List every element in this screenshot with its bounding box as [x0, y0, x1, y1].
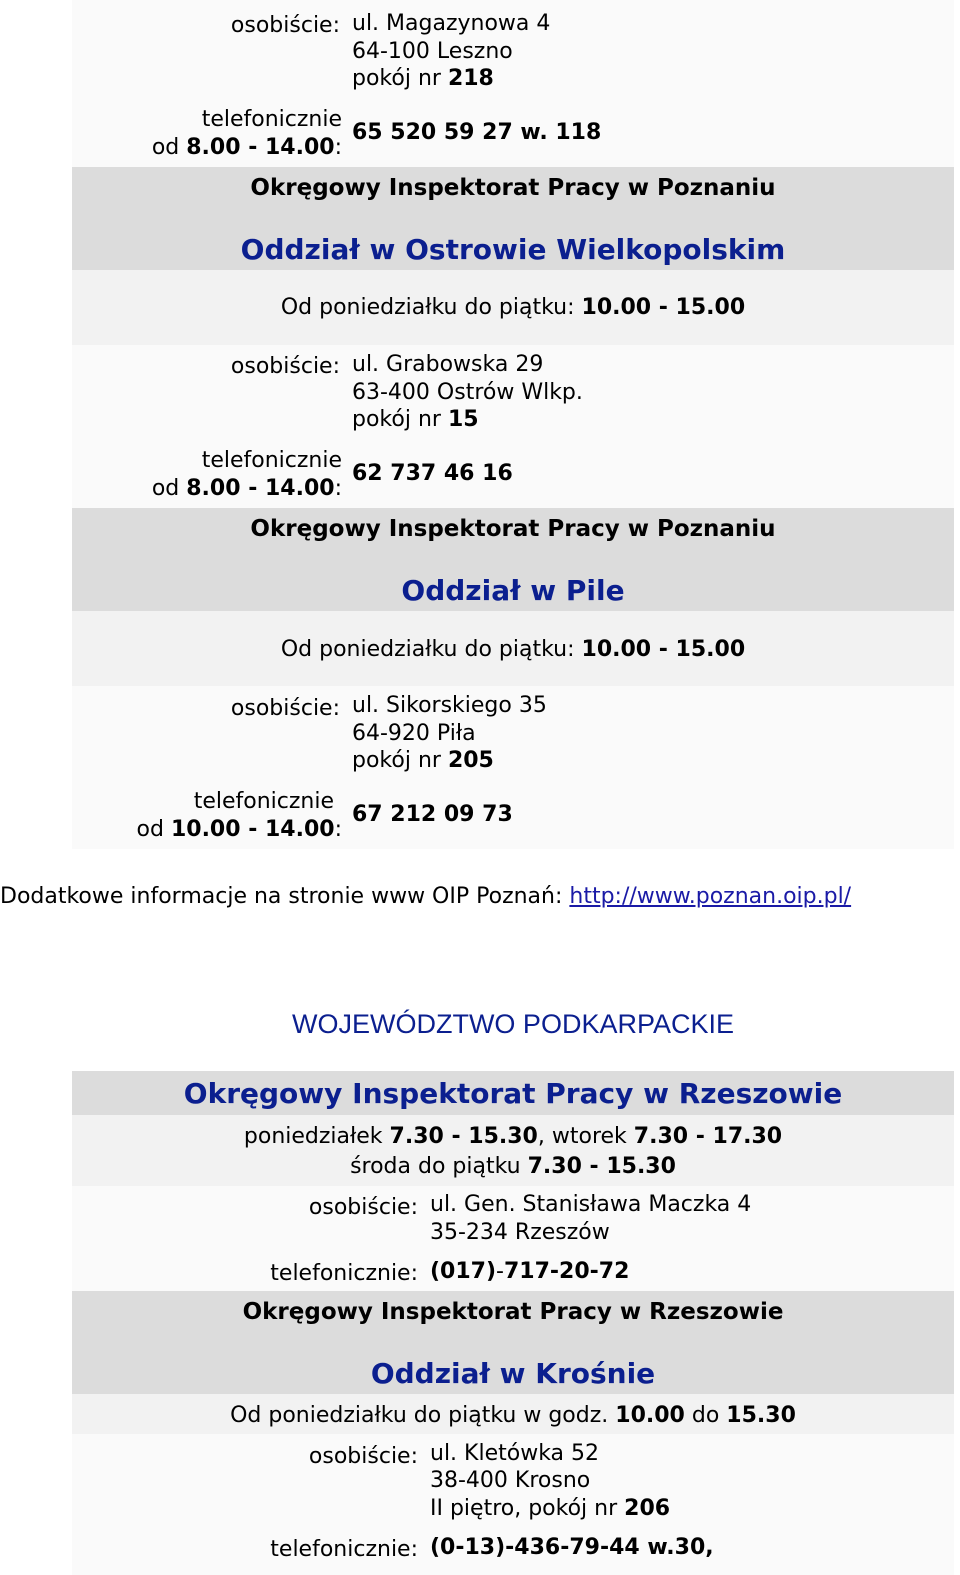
- pila-phone-label-line2: [90, 816, 342, 844]
- ostrow-hours-value: 10.00 - 15.00: [581, 295, 746, 320]
- leszno-phone-hours: 8.00 - 14.00: [186, 134, 335, 160]
- rzeszow-hours-line1: [72, 1123, 954, 1151]
- rzeszow-hours-monday: poniedziałek: [243, 1124, 390, 1149]
- pila-phone-number: 67 212 09 73: [352, 802, 513, 827]
- pila-hours-value: 10.00 - 15.00: [581, 637, 746, 662]
- pila-address-city: 64-920 Piła: [352, 721, 476, 746]
- rzeszow-inspectorate-title: Okręgowy Inspektorat Pracy w Rzeszowie: [183, 1077, 843, 1110]
- pila-phone-colon: :: [334, 816, 342, 842]
- rzeszow-hours-line2: [72, 1153, 954, 1181]
- krosno-hours-from: 10.00: [615, 1403, 685, 1428]
- krosno-hours-to: 15.30: [726, 1403, 796, 1428]
- rzeszow-hours-tuesday-value: 7.30 - 17.30: [633, 1124, 783, 1149]
- leszno-phone-od: od: [151, 134, 187, 160]
- leszno-phone-label: [100, 106, 342, 161]
- leszno-room-number: 218: [447, 66, 494, 91]
- ostrow-room-number: 15: [447, 407, 479, 432]
- province-title: WOJEWÓDZTWO PODKARPACKIE: [291, 1009, 734, 1039]
- krosno-personal-label: osobiście:: [308, 1444, 418, 1469]
- pila-phone-label: [90, 788, 342, 843]
- ostrow-hours: [72, 294, 954, 322]
- poznan-oip-link[interactable]: http://www.poznan.oip.pl/: [569, 884, 852, 909]
- extra-info-text: Dodatkowe informacje na stronie www OIP Poznań:: [0, 884, 570, 909]
- ostrow-room: [352, 406, 479, 434]
- pila-room: [352, 747, 494, 775]
- ostrow-branch-title: Oddział w Ostrowie Wielkopolskim: [240, 233, 786, 266]
- leszno-phone-label-line1: telefonicznie: [201, 107, 342, 132]
- ostrow-address-street: ul. Grabowska 29: [352, 352, 544, 377]
- rzeszow-hours-tuesday: , wtorek: [537, 1124, 634, 1149]
- rzeszow-phone-area: (017): [430, 1259, 497, 1284]
- pila-phone-od: od: [136, 816, 171, 842]
- rzeszow-personal-label: osobiście:: [308, 1195, 418, 1220]
- leszno-personal-label: osobiście:: [230, 13, 340, 38]
- ostrow-room-prefix: pokój nr: [352, 407, 448, 432]
- pila-hours-prefix: Od poniedziałku do piątku:: [280, 637, 582, 662]
- rzeszow-phone-main: 717-20-72: [504, 1259, 630, 1284]
- krosno-hours-to-word: do: [684, 1403, 727, 1428]
- ostrow-inspectorate-title: Okręgowy Inspektorat Pracy w Poznaniu: [250, 175, 776, 201]
- ostrow-personal-label: osobiście:: [230, 354, 340, 379]
- rzeszow-hours-wed-fri: środa do piątku: [350, 1154, 528, 1179]
- rzeszow-address-street: ul. Gen. Stanisława Maczka 4: [430, 1192, 752, 1217]
- ostrow-phone-label-line2: [100, 475, 342, 503]
- krosno-branch-title: Oddział w Krośnie: [370, 1357, 656, 1390]
- krosno-inspectorate-title: Okręgowy Inspektorat Pracy w Rzeszowie: [242, 1299, 784, 1325]
- ostrow-phone-label-line1: telefonicznie: [201, 448, 342, 473]
- leszno-phone-colon: :: [334, 134, 342, 160]
- pila-branch-title: Oddział w Pile: [401, 574, 625, 607]
- rzeszow-phone-dash: -: [496, 1259, 504, 1284]
- krosno-room-number: 206: [624, 1496, 671, 1521]
- ostrow-phone-od: od: [151, 475, 187, 501]
- pila-phone-label-line1: telefonicznie: [193, 789, 334, 814]
- krosno-room: [430, 1495, 670, 1523]
- ostrow-phone-label: [100, 447, 342, 502]
- ostrow-phone-hours: 8.00 - 14.00: [186, 475, 335, 501]
- leszno-phone-label-line2: [100, 134, 342, 162]
- ostrow-address-city: 63-400 Ostrów Wlkp.: [352, 380, 583, 405]
- pila-address-street: ul. Sikorskiego 35: [352, 693, 547, 718]
- krosno-room-prefix: II piętro, pokój nr: [430, 1496, 625, 1521]
- pila-room-number: 205: [447, 748, 494, 773]
- krosno-address-street: ul. Kletówka 52: [430, 1441, 600, 1466]
- leszno-room-prefix: pokój nr: [352, 66, 448, 91]
- pila-hours: [72, 636, 954, 664]
- rzeszow-phone-number: [430, 1258, 629, 1286]
- leszno-room: [352, 65, 494, 93]
- rzeszow-address-city: 35-234 Rzeszów: [430, 1220, 610, 1245]
- krosno-phone-number: (0-13)-436-79-44 w.30,: [430, 1535, 714, 1560]
- pila-phone-hours: 10.00 - 14.00: [170, 816, 335, 842]
- leszno-address-street: ul. Magazynowa 4: [352, 11, 551, 36]
- leszno-phone-number: 65 520 59 27 w. 118: [352, 120, 602, 145]
- ostrow-phone-number: 62 737 46 16: [352, 461, 513, 486]
- rzeszow-hours-wed-fri-value: 7.30 - 15.30: [527, 1154, 676, 1179]
- krosno-address-city: 38-400 Krosno: [430, 1468, 591, 1493]
- krosno-hours-prefix: Od poniedziałku do piątku w godz.: [230, 1403, 616, 1428]
- rzeszow-hours-monday-value: 7.30 - 15.30: [389, 1124, 538, 1149]
- ostrow-hours-prefix: Od poniedziałku do piątku:: [280, 295, 582, 320]
- krosno-phone-label: telefonicznie:: [270, 1537, 418, 1562]
- extra-info-line: [0, 883, 851, 911]
- pila-room-prefix: pokój nr: [352, 748, 448, 773]
- ostrow-phone-colon: :: [334, 475, 342, 501]
- leszno-address-city: 64-100 Leszno: [352, 39, 513, 64]
- pila-inspectorate-title: Okręgowy Inspektorat Pracy w Poznaniu: [250, 516, 776, 542]
- krosno-hours: [72, 1402, 954, 1430]
- rzeszow-phone-label: telefonicznie:: [270, 1261, 418, 1286]
- pila-personal-label: osobiście:: [230, 696, 340, 721]
